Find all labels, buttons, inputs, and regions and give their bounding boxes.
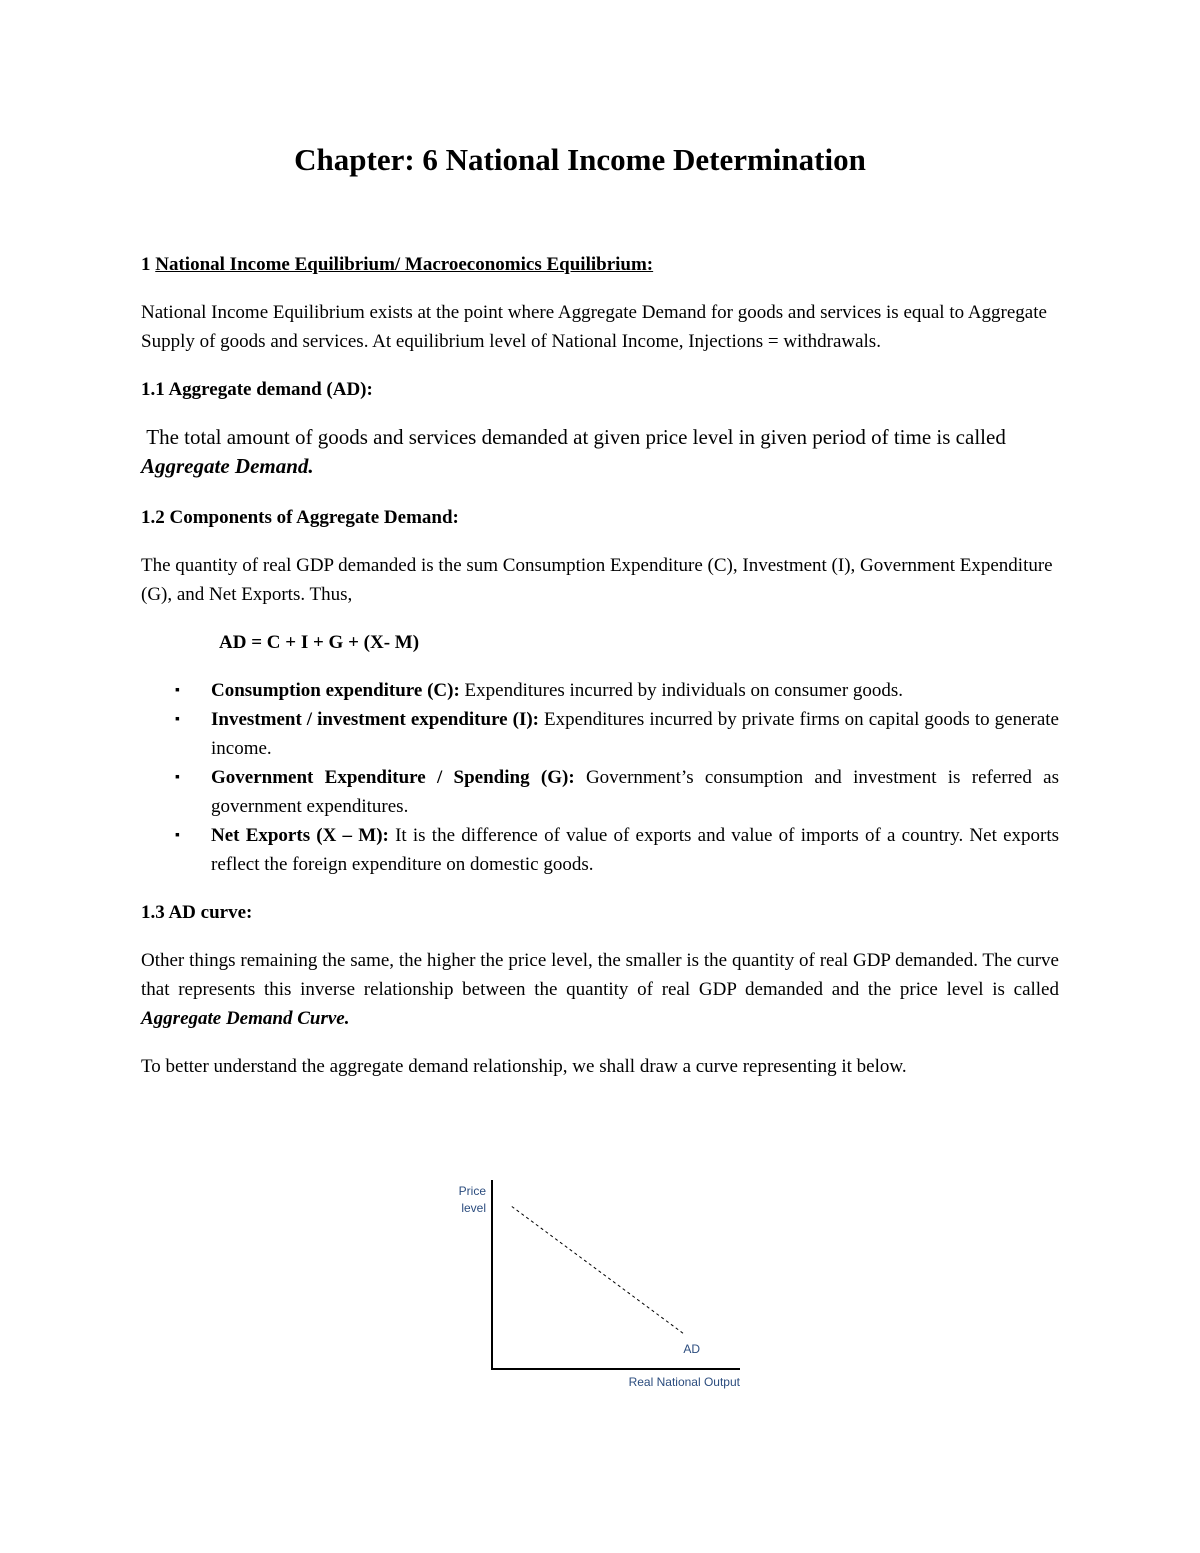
section-1-body: National Income Equilibrium exists at the point where Aggregate Demand for goods and services is equal to Aggregate Supply of goods and services. At equilibrium level of National Income, Injections = withdrawals. [141,302,1047,352]
section-1-number: 1 [141,254,156,275]
bullet-marker: ▪ [175,770,180,785]
components-list [141,676,1059,879]
list-item-term: Government Expenditure / Spending (G): [211,767,575,788]
list-item-text: It is the difference of value of exports and value of imports of a country. Net exports reflect the foreign expenditure on domestic goods. [211,825,1059,875]
section-1-1-body-text: The total amount of goods and services demanded at given price level in given period of time is called [146,425,1006,449]
section-1-2-heading: 1.2 Components of Aggregate Demand: [141,507,459,528]
y-axis-label-line2: level [461,1201,486,1215]
ad-curve-line [512,1207,686,1336]
section-1-3-body-2: To better understand the aggregate demand relationship, we shall draw a curve representing it below. [141,1056,907,1077]
list-item-text: Government’s consumption and investment is referred as government expenditures. [211,767,1059,817]
list-item-text: Expenditures incurred by private firms on capital goods to generate income. [211,709,1059,759]
document-body [141,250,1059,1100]
section-1-3-body [141,946,1059,1033]
list-item-term: Net Exports (X – M): [211,825,389,846]
ad-formula: AD = C + I + G + (X- M) [219,632,420,653]
section-1-3-emphasis: Aggregate Demand Curve. [141,1008,350,1029]
ad-curve-label: AD [683,1342,701,1356]
list-item [141,676,1059,705]
list-item [141,763,1059,821]
page-title: Chapter: 6 National Income Determination [294,142,866,177]
bullet-marker: ▪ [175,828,180,843]
list-item-term: Investment / investment expenditure (I): [211,709,540,730]
bullet-marker: ▪ [175,683,180,698]
ad-chart-svg [430,1176,760,1396]
list-item [141,821,1059,879]
section-1-1-emphasis: Aggregate Demand. [141,454,314,478]
ad-curve-chart [430,1176,760,1396]
y-axis-label-line1: Price [458,1184,486,1198]
list-item-text: Expenditures incurred by individuals on consumer goods. [459,680,904,701]
list-item-term: Consumption expenditure (C): [211,680,460,701]
list-item [141,705,1059,763]
x-axis-label: Real National Output [628,1375,740,1389]
section-1-2-body: The quantity of real GDP demanded is the sum Consumption Expenditure (C), Investment (I), Government Expenditure (G), and Net Exports. Thus, [141,555,1053,605]
section-1-title: National Income Equilibrium/ Macroeconomics Equilibrium: [155,254,654,275]
section-1-1-heading: 1.1 Aggregate demand (AD): [141,379,373,400]
section-1-1-body [141,423,1059,481]
section-1-3-heading: 1.3 AD curve: [141,902,253,923]
bullet-marker: ▪ [175,712,180,727]
section-1-3-body-text: Other things remaining the same, the higher the price level, the smaller is the quantity of real GDP demanded. The curve that represents this inverse relationship between the quantity of real GDP demanded and the price level is called [141,950,1059,1000]
section-1-heading [141,250,1059,279]
